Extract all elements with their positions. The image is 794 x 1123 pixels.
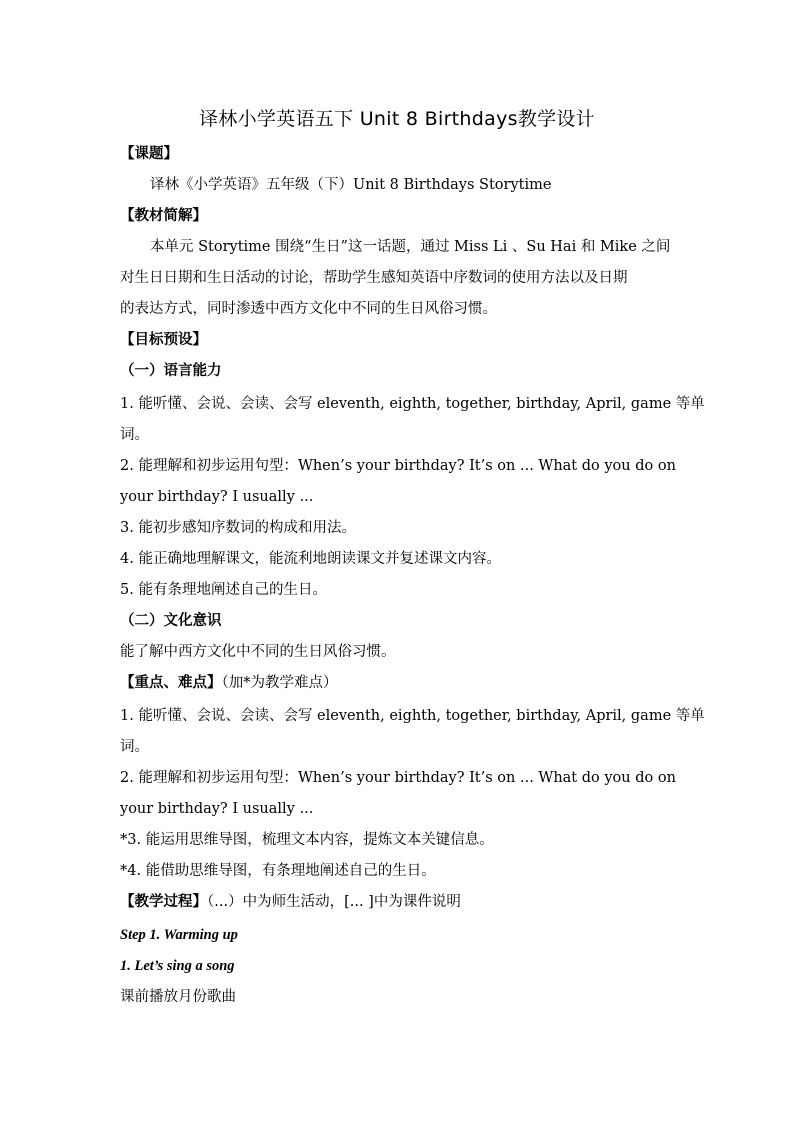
culture-heading: （二）文化意识: [120, 613, 222, 629]
key-points-note: （加*为教学难点）: [221, 675, 338, 691]
material-paragraph-line-1: 本单元 Storytime 围绕“生日”这一话题，通过 Miss Li 、Su Hai 和 Mike 之间: [150, 239, 671, 255]
key-point-4: *4. 能借助思维导图，有条理地阐述自己的生日。: [120, 863, 436, 879]
language-goal-4: 4. 能正确地理解课文，能流利地朗读课文并复述课文内容。: [120, 551, 501, 567]
process-heading: 【教学过程】: [120, 894, 207, 910]
material-heading: 【教材简解】: [120, 208, 207, 224]
goals-heading: 【目标预设】: [120, 332, 207, 348]
language-goal-2: 2. 能理解和初步运用句型：When’s your birthday? It’s on ... What do you do on: [120, 458, 676, 474]
culture-text: 能了解中西方文化中不同的生日风俗习惯。: [120, 644, 396, 660]
language-goal-1: 1. 能听懂、会说、会读、会写 eleventh, eighth, together, birthday, April, game 等单: [120, 396, 705, 412]
key-point-1-cont: 词。: [120, 739, 149, 755]
key-points-heading: 【重点、难点】: [120, 675, 222, 691]
key-points-heading-row: [120, 673, 338, 693]
language-goal-3: 3. 能初步感知序数词的构成和用法。: [120, 520, 356, 536]
topic-heading: 【课题】: [120, 146, 178, 162]
step-1-item-1: 1. Let’s sing a song: [120, 958, 235, 974]
process-heading-row: [120, 892, 461, 912]
topic-text: 译林《小学英语》五年级（下）Unit 8 Birthdays Storytime: [150, 177, 552, 193]
language-goal-1-cont: 词。: [120, 427, 149, 443]
key-point-2-cont: your birthday? I usually ...: [120, 801, 314, 817]
process-note: （...）中为师生活动，[... ]中为课件说明: [207, 894, 461, 910]
key-point-1: 1. 能听懂、会说、会读、会写 eleventh, eighth, together, birthday, April, game 等单: [120, 708, 705, 724]
material-paragraph-line-2: 对生日日期和生日活动的讨论，帮助学生感知英语中序数词的使用方法以及日期: [120, 270, 628, 286]
step-1-item-1-text: 课前播放月份歌曲: [120, 989, 236, 1005]
page-title: 译林小学英语五下 Unit 8 Birthdays教学设计: [198, 108, 596, 130]
step-1-heading: Step 1. Warming up: [120, 927, 238, 943]
language-goal-2-cont: your birthday? I usually ...: [120, 489, 314, 505]
language-ability-heading: （一）语言能力: [120, 363, 222, 379]
language-goal-5: 5. 能有条理地阐述自己的生日。: [120, 582, 327, 598]
key-point-2: 2. 能理解和初步运用句型：When’s your birthday? It’s on ... What do you do on: [120, 770, 676, 786]
material-paragraph-line-3: 的表达方式，同时渗透中西方文化中不同的生日风俗习惯。: [120, 301, 497, 317]
key-point-3: *3. 能运用思维导图，梳理文本内容，提炼文本关键信息。: [120, 832, 494, 848]
